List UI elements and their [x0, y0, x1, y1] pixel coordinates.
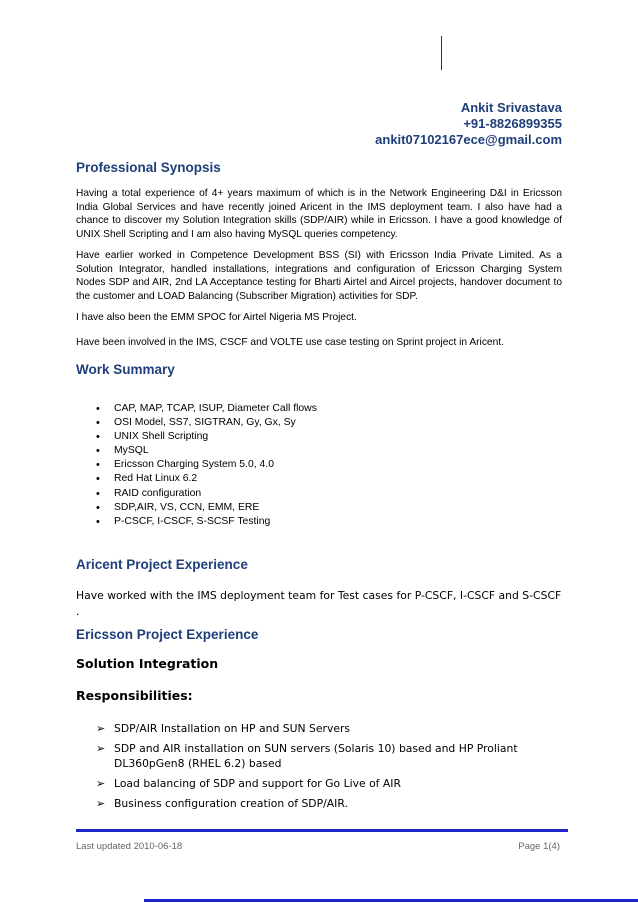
next-page-header-divider: [144, 899, 638, 902]
candidate-name: Ankit Srivastava: [460, 100, 562, 115]
header-divider: [441, 36, 442, 70]
email-address[interactable]: ankit07102167ece@gmail.com: [375, 132, 562, 147]
list-item: • Red Hat Linux 6.2: [96, 472, 317, 486]
footer-divider: [76, 829, 568, 832]
list-item: • Ericsson Charging System 5.0, 4.0: [96, 458, 317, 472]
aricent-text: Have worked with the IMS deployment team for Test cases for P-CSCF, I-CSCF and S-CSCF .: [76, 589, 562, 618]
phone-number: +91-8826899355: [463, 116, 562, 131]
list-item: ➢ SDP/AIR Installation on HP and SUN Servers: [96, 721, 546, 736]
page-number: Page 1(4): [518, 841, 560, 852]
work-summary-heading: Work Summary: [76, 362, 175, 377]
list-item: ➢ Business configuration creation of SDP/AIR.: [96, 796, 546, 811]
contact-block: [375, 100, 562, 148]
list-item: • UNIX Shell Scripting: [96, 430, 317, 444]
list-item: ➢ SDP and AIR installation on SUN servers (Solaris 10) based and HP Proliant DL360pGen8 (RHEL 6.2) based: [96, 741, 546, 771]
aricent-heading: Aricent Project Experience: [76, 557, 248, 572]
list-item: • OSI Model, SS7, SIGTRAN, Gy, Gx, Sy: [96, 416, 317, 430]
synopsis-paragraph: Have earlier worked in Competence Development BSS (SI) with Ericsson India Private Limited. As a Solution Integrator, handled installations, integrations and configuration of Ericsson Charging System Nodes SDP and AIR, 2nd LA Acceptance testing for Bharti Airtel and Aircel projects, handover document to the customer and LOAD Balancing (Subscriber Migration) activities for SDP.: [76, 250, 562, 302]
synopsis-paragraph: Have been involved in the IMS, CSCF and VOLTE use case testing on Sprint project in Aricent.: [76, 337, 504, 348]
list-item: • MySQL: [96, 444, 317, 458]
list-item: ➢ Load balancing of SDP and support for Go Live of AIR: [96, 776, 546, 791]
list-item: • SDP,AIR, VS, CCN, EMM, ERE: [96, 501, 317, 515]
responsibilities-list: [96, 721, 546, 816]
list-item: • RAID configuration: [96, 487, 317, 501]
synopsis-paragraph: I have also been the EMM SPOC for Airtel Nigeria MS Project.: [76, 312, 357, 323]
synopsis-heading: Professional Synopsis: [76, 160, 221, 175]
ericsson-heading: Ericsson Project Experience: [76, 627, 259, 642]
last-updated: Last updated 2010-06-18: [76, 841, 183, 852]
list-item: • CAP, MAP, TCAP, ISUP, Diameter Call flows: [96, 402, 317, 416]
responsibilities-label: Responsibilities:: [76, 688, 193, 703]
work-summary-list: [96, 402, 317, 529]
synopsis-paragraph: Having a total experience of 4+ years maximum of which is in the Network Engineering D&I in Ericsson India Global Services and have recently joined Aricent in the IMS deployment team. I also have had a chance to discover my Solution Integration skills (SDP/AIR) while in Ericsson. I have a good knowledge of UNIX Shell Scripting and I am also having MySQL queries competency.: [76, 188, 562, 240]
solution-integration-heading: Solution Integration: [76, 656, 219, 671]
list-item: • P-CSCF, I-CSCF, S-SCSF Testing: [96, 515, 317, 529]
